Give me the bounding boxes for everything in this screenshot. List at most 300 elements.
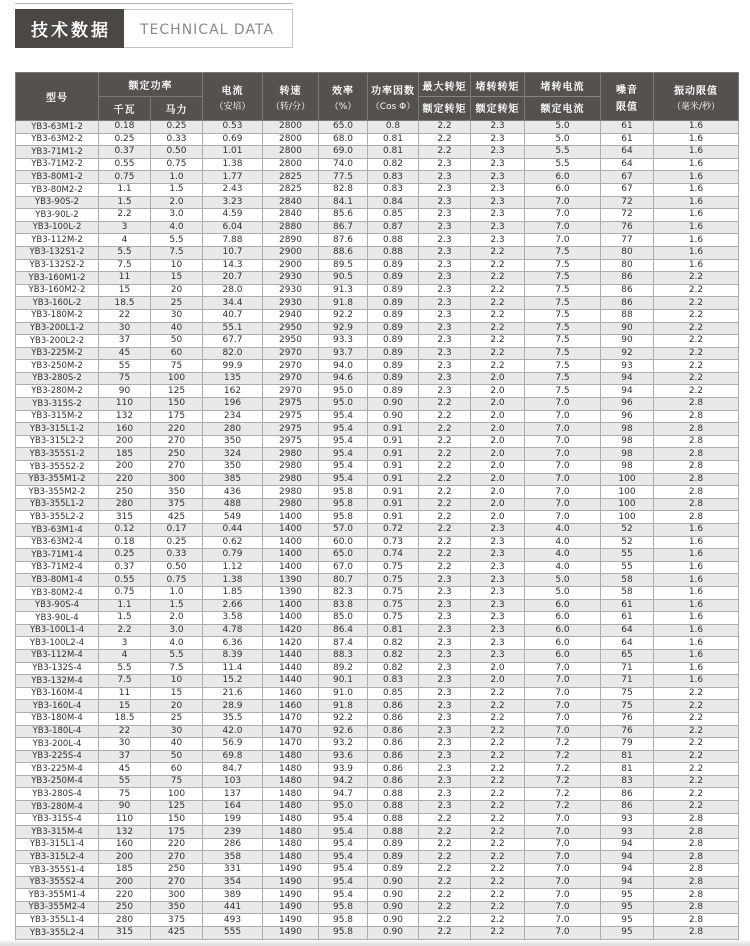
cell-hp: 4.0 [151, 637, 203, 650]
cell-current: 196 [203, 398, 263, 411]
cell-locked_current_ratio: 7.5 [525, 372, 601, 385]
cell-locked_current_ratio: 6.0 [525, 612, 601, 625]
cell-hp: 220 [151, 838, 203, 851]
cell-max_torque_ratio: 2.2 [419, 398, 471, 411]
cell-noise_limit: 98 [601, 448, 654, 461]
cell-efficiency: 86.7 [319, 221, 368, 234]
cell-locked_current_ratio: 7.0 [525, 712, 601, 725]
cell-kw: 75 [99, 788, 151, 801]
cell-kw: 37 [99, 750, 151, 763]
cell-efficiency: 85.6 [319, 209, 368, 222]
cell-noise_limit: 86 [601, 801, 654, 814]
cell-current: 42.0 [203, 725, 263, 738]
cell-locked_torque_ratio: 2.2 [471, 712, 525, 725]
cell-speed: 2975 [263, 398, 319, 411]
cell-max_torque_ratio: 2.3 [419, 574, 471, 587]
cell-locked_torque_ratio: 2.0 [471, 473, 525, 486]
cell-efficiency: 86.4 [319, 624, 368, 637]
cell-hp: 5.5 [151, 234, 203, 247]
cell-current: 6.36 [203, 637, 263, 650]
cell-efficiency: 87.4 [319, 637, 368, 650]
cell-speed: 2970 [263, 347, 319, 360]
cell-power_factor: 0.89 [368, 347, 419, 360]
cell-kw: 0.18 [99, 536, 151, 549]
col-header-vibration-limit [654, 73, 739, 121]
col-header-rated-power: 额定功率 [99, 73, 203, 97]
cell-model: YB3-160M-4 [16, 687, 99, 700]
cell-max_torque_ratio: 2.3 [419, 637, 471, 650]
table-row [16, 612, 739, 625]
cell-current: 99.9 [203, 360, 263, 373]
col-header-current [203, 73, 263, 121]
cell-max_torque_ratio: 2.3 [419, 196, 471, 209]
cell-current: 2.43 [203, 183, 263, 196]
cell-kw: 22 [99, 725, 151, 738]
cell-speed: 2900 [263, 246, 319, 259]
cell-locked_torque_ratio: 2.3 [471, 649, 525, 662]
cell-model: YB3-280S-2 [16, 372, 99, 385]
cell-model: YB3-132S-4 [16, 662, 99, 675]
cell-hp: 270 [151, 876, 203, 889]
locked-torque-denominator: 额定转矩 [475, 104, 520, 115]
cell-efficiency: 94.2 [319, 775, 368, 788]
cell-locked_torque_ratio: 2.2 [471, 738, 525, 751]
cell-noise_limit: 94 [601, 851, 654, 864]
cell-efficiency: 95.4 [319, 889, 368, 902]
table-row [16, 838, 739, 851]
cell-efficiency: 85.0 [319, 612, 368, 625]
cell-kw: 315 [99, 511, 151, 524]
cell-noise_limit: 96 [601, 410, 654, 423]
cell-efficiency: 94.7 [319, 788, 368, 801]
cell-speed: 1470 [263, 712, 319, 725]
cell-kw: 110 [99, 813, 151, 826]
cell-power_factor: 0.89 [368, 360, 419, 373]
cell-vibration_limit: 1.6 [654, 234, 739, 247]
table-row [16, 209, 739, 222]
cell-power_factor: 0.90 [368, 914, 419, 927]
cell-speed: 1470 [263, 725, 319, 738]
cell-current: 389 [203, 889, 263, 902]
cell-efficiency: 95.4 [319, 813, 368, 826]
cell-locked_torque_ratio: 2.0 [471, 410, 525, 423]
table-row [16, 524, 739, 537]
cell-current: 69.8 [203, 750, 263, 763]
cell-efficiency: 95.4 [319, 826, 368, 839]
cell-current: 0.69 [203, 133, 263, 146]
cell-current: 331 [203, 864, 263, 877]
cell-noise_limit: 80 [601, 246, 654, 259]
cell-model: YB3-90S-2 [16, 196, 99, 209]
cell-power_factor: 0.86 [368, 763, 419, 776]
cell-max_torque_ratio: 2.2 [419, 901, 471, 914]
cell-locked_torque_ratio: 2.2 [471, 360, 525, 373]
cell-noise_limit: 79 [601, 738, 654, 751]
cell-vibration_limit: 2.2 [654, 372, 739, 385]
table-header [16, 73, 739, 121]
cell-kw: 200 [99, 461, 151, 474]
cell-model: YB3-63M1-2 [16, 121, 99, 134]
cell-noise_limit: 64 [601, 158, 654, 171]
cell-locked_torque_ratio: 2.2 [471, 914, 525, 927]
cell-efficiency: 95.4 [319, 435, 368, 448]
cell-vibration_limit: 2.2 [654, 775, 739, 788]
cell-kw: 132 [99, 410, 151, 423]
cell-speed: 1440 [263, 662, 319, 675]
cell-max_torque_ratio: 2.3 [419, 372, 471, 385]
cell-locked_torque_ratio: 2.3 [471, 158, 525, 171]
cell-current: 493 [203, 914, 263, 927]
cell-noise_limit: 83 [601, 775, 654, 788]
cell-efficiency: 95.0 [319, 398, 368, 411]
cell-speed: 2800 [263, 133, 319, 146]
cell-max_torque_ratio: 2.3 [419, 335, 471, 348]
cell-hp: 175 [151, 826, 203, 839]
cell-locked_current_ratio: 7.0 [525, 196, 601, 209]
cell-locked_current_ratio: 7.5 [525, 259, 601, 272]
cell-power_factor: 0.91 [368, 435, 419, 448]
cell-locked_torque_ratio: 2.2 [471, 750, 525, 763]
cell-vibration_limit: 1.6 [654, 158, 739, 171]
cell-noise_limit: 100 [601, 473, 654, 486]
cell-current: 350 [203, 435, 263, 448]
cell-hp: 270 [151, 851, 203, 864]
cell-current: 324 [203, 448, 263, 461]
cell-noise_limit: 98 [601, 435, 654, 448]
cell-model: YB3-200L-4 [16, 738, 99, 751]
cell-vibration_limit: 2.8 [654, 876, 739, 889]
cell-model: YB3-200L2-2 [16, 335, 99, 348]
cell-noise_limit: 100 [601, 498, 654, 511]
cell-locked_current_ratio: 7.2 [525, 750, 601, 763]
cell-locked_current_ratio: 7.0 [525, 662, 601, 675]
cell-efficiency: 93.3 [319, 335, 368, 348]
cell-hp: 30 [151, 725, 203, 738]
cell-hp: 1.5 [151, 599, 203, 612]
cell-speed: 1480 [263, 813, 319, 826]
cell-locked_torque_ratio: 2.0 [471, 675, 525, 688]
table-row [16, 864, 739, 877]
locked-current-numerator: 堵转电流 [525, 74, 600, 97]
cell-current: 354 [203, 876, 263, 889]
cell-vibration_limit: 2.8 [654, 838, 739, 851]
col-header-speed [263, 73, 319, 121]
cell-model: YB3-355S2-4 [16, 876, 99, 889]
cell-efficiency: 88.6 [319, 246, 368, 259]
table-row [16, 599, 739, 612]
cell-kw: 3 [99, 221, 151, 234]
cell-hp: 350 [151, 901, 203, 914]
cell-current: 135 [203, 372, 263, 385]
cell-speed: 2840 [263, 209, 319, 222]
cell-current: 103 [203, 775, 263, 788]
cell-locked_current_ratio: 7.0 [525, 486, 601, 499]
cell-locked_current_ratio: 7.2 [525, 763, 601, 776]
cell-max_torque_ratio: 2.3 [419, 259, 471, 272]
cell-model: YB3-132S2-2 [16, 259, 99, 272]
cell-kw: 0.55 [99, 158, 151, 171]
cell-vibration_limit: 1.6 [654, 524, 739, 537]
cell-speed: 2800 [263, 158, 319, 171]
cell-locked_current_ratio: 7.0 [525, 864, 601, 877]
cell-locked_current_ratio: 7.0 [525, 221, 601, 234]
cell-max_torque_ratio: 2.3 [419, 612, 471, 625]
cell-max_torque_ratio: 2.2 [419, 536, 471, 549]
cell-kw: 11 [99, 687, 151, 700]
table-row [16, 322, 739, 335]
cell-power_factor: 0.81 [368, 133, 419, 146]
cell-max_torque_ratio: 2.3 [419, 360, 471, 373]
cell-power_factor: 0.89 [368, 335, 419, 348]
cell-vibration_limit: 2.2 [654, 750, 739, 763]
cell-vibration_limit: 1.6 [654, 599, 739, 612]
cell-vibration_limit: 1.6 [654, 637, 739, 650]
table-row [16, 385, 739, 398]
cell-hp: 60 [151, 763, 203, 776]
cell-hp: 25 [151, 712, 203, 725]
cell-model: YB3-180M-4 [16, 712, 99, 725]
cell-locked_torque_ratio: 2.3 [471, 561, 525, 574]
cell-noise_limit: 92 [601, 347, 654, 360]
cell-max_torque_ratio: 2.3 [419, 158, 471, 171]
cell-locked_torque_ratio: 2.0 [471, 385, 525, 398]
cell-current: 28.0 [203, 284, 263, 297]
cell-locked_torque_ratio: 2.2 [471, 246, 525, 259]
cell-locked_torque_ratio: 2.0 [471, 461, 525, 474]
cell-speed: 1480 [263, 788, 319, 801]
col-header-noise-limit [601, 73, 654, 121]
cell-vibration_limit: 2.8 [654, 435, 739, 448]
cell-efficiency: 93.2 [319, 738, 368, 751]
cell-vibration_limit: 1.6 [654, 221, 739, 234]
cell-max_torque_ratio: 2.3 [419, 246, 471, 259]
cell-power_factor: 0.82 [368, 649, 419, 662]
page-header [15, 3, 293, 48]
locked-torque-numerator: 堵转转矩 [471, 74, 524, 97]
cell-efficiency: 89.5 [319, 259, 368, 272]
cell-noise_limit: 58 [601, 586, 654, 599]
cell-model: YB3-355S2-2 [16, 461, 99, 474]
cell-power_factor: 0.83 [368, 171, 419, 184]
table-row [16, 649, 739, 662]
cell-current: 8.39 [203, 649, 263, 662]
cell-current: 1.38 [203, 574, 263, 587]
cell-locked_current_ratio: 5.0 [525, 586, 601, 599]
cell-power_factor: 0.72 [368, 524, 419, 537]
cell-locked_current_ratio: 7.2 [525, 801, 601, 814]
cell-noise_limit: 67 [601, 171, 654, 184]
cell-power_factor: 0.86 [368, 712, 419, 725]
cell-kw: 7.5 [99, 259, 151, 272]
cell-vibration_limit: 1.6 [654, 549, 739, 562]
cell-efficiency: 93.9 [319, 763, 368, 776]
cell-hp: 250 [151, 448, 203, 461]
cell-max_torque_ratio: 2.3 [419, 297, 471, 310]
table-row [16, 889, 739, 902]
col-header-locked-current-ratio [525, 73, 601, 121]
cell-vibration_limit: 2.8 [654, 927, 739, 940]
cell-locked_current_ratio: 7.5 [525, 284, 601, 297]
cell-max_torque_ratio: 2.3 [419, 675, 471, 688]
cell-hp: 2.0 [151, 612, 203, 625]
cell-kw: 55 [99, 775, 151, 788]
cell-kw: 90 [99, 385, 151, 398]
cell-vibration_limit: 2.2 [654, 347, 739, 360]
cell-current: 14.3 [203, 259, 263, 272]
cell-model: YB3-315S-2 [16, 398, 99, 411]
cell-current: 40.7 [203, 309, 263, 322]
cell-speed: 1400 [263, 536, 319, 549]
cell-current: 56.9 [203, 738, 263, 751]
cell-kw: 185 [99, 448, 151, 461]
cell-locked_current_ratio: 7.5 [525, 347, 601, 360]
cell-noise_limit: 95 [601, 901, 654, 914]
cell-hp: 375 [151, 498, 203, 511]
cell-noise_limit: 90 [601, 322, 654, 335]
cell-locked_torque_ratio: 2.2 [471, 297, 525, 310]
cell-locked_torque_ratio: 2.3 [471, 574, 525, 587]
cell-hp: 15 [151, 272, 203, 285]
cell-vibration_limit: 2.2 [654, 322, 739, 335]
cell-locked_current_ratio: 7.5 [525, 360, 601, 373]
cell-locked_current_ratio: 7.0 [525, 838, 601, 851]
cell-locked_current_ratio: 4.0 [525, 536, 601, 549]
cell-vibration_limit: 1.6 [654, 675, 739, 688]
cell-locked_current_ratio: 4.0 [525, 524, 601, 537]
cell-power_factor: 0.88 [368, 813, 419, 826]
cell-hp: 375 [151, 914, 203, 927]
cell-hp: 7.5 [151, 246, 203, 259]
table-row [16, 574, 739, 587]
cell-max_torque_ratio: 2.3 [419, 775, 471, 788]
table-row [16, 851, 739, 864]
cell-power_factor: 0.88 [368, 801, 419, 814]
cell-noise_limit: 88 [601, 309, 654, 322]
cell-model: YB3-355M2-4 [16, 901, 99, 914]
cell-max_torque_ratio: 2.3 [419, 322, 471, 335]
table-row [16, 360, 739, 373]
cell-speed: 1420 [263, 637, 319, 650]
cell-locked_current_ratio: 7.5 [525, 309, 601, 322]
cell-vibration_limit: 2.8 [654, 473, 739, 486]
cell-power_factor: 0.90 [368, 927, 419, 940]
efficiency-unit: （%） [329, 101, 357, 112]
cell-max_torque_ratio: 2.3 [419, 599, 471, 612]
current-label: 电流 [221, 85, 244, 97]
cell-hp: 50 [151, 335, 203, 348]
cell-locked_current_ratio: 6.0 [525, 183, 601, 196]
cell-efficiency: 77.5 [319, 171, 368, 184]
cell-efficiency: 95.4 [319, 876, 368, 889]
cell-model: YB3-315L1-4 [16, 838, 99, 851]
cell-speed: 1490 [263, 914, 319, 927]
cell-locked_current_ratio: 7.0 [525, 209, 601, 222]
cell-power_factor: 0.91 [368, 461, 419, 474]
cell-vibration_limit: 2.8 [654, 864, 739, 877]
cell-power_factor: 0.91 [368, 473, 419, 486]
cell-hp: 60 [151, 347, 203, 360]
cell-efficiency: 95.4 [319, 864, 368, 877]
cell-kw: 0.37 [99, 561, 151, 574]
table-row [16, 700, 739, 713]
cell-speed: 1440 [263, 649, 319, 662]
cell-model: YB3-63M2-4 [16, 536, 99, 549]
cell-hp: 50 [151, 750, 203, 763]
cell-vibration_limit: 2.2 [654, 385, 739, 398]
cell-kw: 1.1 [99, 599, 151, 612]
cell-noise_limit: 94 [601, 385, 654, 398]
table-row [16, 398, 739, 411]
cell-max_torque_ratio: 2.2 [419, 121, 471, 134]
cell-kw: 220 [99, 889, 151, 902]
vibration-label: 振动限值 [674, 85, 718, 97]
table-row [16, 826, 739, 839]
cell-vibration_limit: 1.6 [654, 133, 739, 146]
cell-locked_current_ratio: 7.0 [525, 889, 601, 902]
cell-model: YB3-112M-2 [16, 234, 99, 247]
cell-locked_current_ratio: 5.5 [525, 146, 601, 159]
cell-current: 4.78 [203, 624, 263, 637]
table-row [16, 158, 739, 171]
cell-max_torque_ratio: 2.2 [419, 914, 471, 927]
cell-kw: 2.2 [99, 624, 151, 637]
cell-power_factor: 0.91 [368, 511, 419, 524]
cell-locked_torque_ratio: 2.2 [471, 788, 525, 801]
cell-current: 1.01 [203, 146, 263, 159]
table-row [16, 423, 739, 436]
cell-current: 1.77 [203, 171, 263, 184]
cell-efficiency: 95.4 [319, 448, 368, 461]
col-header-locked-torque-ratio [471, 73, 525, 121]
cell-max_torque_ratio: 2.3 [419, 234, 471, 247]
cell-max_torque_ratio: 2.2 [419, 461, 471, 474]
cell-locked_current_ratio: 7.0 [525, 914, 601, 927]
cell-noise_limit: 67 [601, 183, 654, 196]
cell-speed: 1390 [263, 586, 319, 599]
cell-noise_limit: 64 [601, 146, 654, 159]
cell-hp: 125 [151, 385, 203, 398]
table-row [16, 486, 739, 499]
cell-model: YB3-160M2-2 [16, 284, 99, 297]
cell-current: 385 [203, 473, 263, 486]
cell-hp: 250 [151, 864, 203, 877]
cell-max_torque_ratio: 2.2 [419, 524, 471, 537]
cell-current: 21.6 [203, 687, 263, 700]
locked-current-denominator: 额定电流 [540, 104, 585, 115]
cell-noise_limit: 94 [601, 864, 654, 877]
cell-speed: 2930 [263, 297, 319, 310]
cell-locked_torque_ratio: 2.2 [471, 889, 525, 902]
cell-current: 162 [203, 385, 263, 398]
cell-speed: 2800 [263, 146, 319, 159]
cell-noise_limit: 52 [601, 536, 654, 549]
cell-vibration_limit: 2.8 [654, 461, 739, 474]
cell-locked_current_ratio: 5.0 [525, 121, 601, 134]
cell-power_factor: 0.90 [368, 889, 419, 902]
cell-current: 164 [203, 801, 263, 814]
cell-hp: 425 [151, 927, 203, 940]
cell-max_torque_ratio: 2.3 [419, 171, 471, 184]
cell-efficiency: 95.8 [319, 914, 368, 927]
cell-locked_current_ratio: 7.0 [525, 473, 601, 486]
cell-locked_current_ratio: 7.0 [525, 435, 601, 448]
cell-power_factor: 0.86 [368, 738, 419, 751]
cell-power_factor: 0.75 [368, 586, 419, 599]
cell-kw: 15 [99, 284, 151, 297]
cell-vibration_limit: 2.2 [654, 712, 739, 725]
cell-vibration_limit: 2.2 [654, 700, 739, 713]
cell-locked_torque_ratio: 2.0 [471, 662, 525, 675]
